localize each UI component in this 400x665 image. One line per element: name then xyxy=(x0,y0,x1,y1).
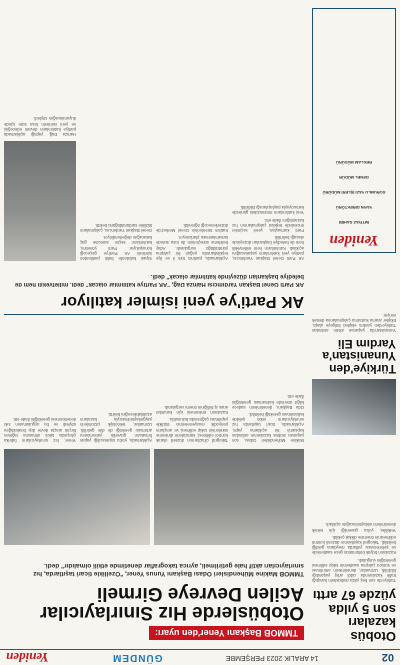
lead-body-col-3: Açıklamada, yolcu taşımacılığı yapan firmaların güvenlik yatırımlarını artırması gerektiği de dile getirildi. Uzmanlar, teknolojik çözümlerin yaygınlaştırılmasıyla kazaların azaltılabileceğini belirtti. xyxy=(80,411,152,443)
greece-body-text: Yunanistan'da yaşanan afetin ardından Türkiye'den yardım ekipleri bölgeye ulaştı. Ekipler arama kurtarma çalışmalarına destek veriyor. xyxy=(312,312,396,334)
page-number: 02 xyxy=(381,651,394,664)
imprint-lines xyxy=(317,160,391,225)
imprint-logo: Yeniden xyxy=(329,232,379,248)
lead-photo-engineer xyxy=(4,449,150,545)
akp-photo-speaker xyxy=(4,141,76,261)
section-name: GÜNDEM xyxy=(112,652,163,663)
lead-standfirst: TMMOB Makine Mühendisleri Odası Başkanı Yunus Yener, "Özellikle ticari taşıtlarda, hız sınırlayıcıları aktif hale getirilmeli, ayrıca takograflar denetimde etkili olmalıdır" dedi. xyxy=(33,562,304,577)
lead-headline: Otobüslerde Hız Sınırlayıcılar Acilen Devreye Girmeli xyxy=(40,583,304,623)
akp-headline: AK Parti'ye yeni isimler katılıyor xyxy=(60,293,304,310)
greece-photo xyxy=(312,379,396,435)
greece-article xyxy=(312,265,396,435)
sidebar-body-text: Türkiye'de son beş yılda otobüslerin karıştığı trafik kazalarında ciddi artış yaşandığı bildirildi. Uzmanlar, denetimlerin artırılması ve sürücü çalışma saatlerinin takip edilmesi gerektiğini vurguladı. Kazaların büyük bölümünün gece saatlerinde ve şehirlerarası yollarda meydana geldiği belirtildi. Takograf kayıtlarının düzenli kontrol edilmesinin önemine dikkat çekildi. Yetkililer, yolcu güvenliği için teknik denetimlerin sıklaştırılacağını açıkladı. xyxy=(312,522,396,584)
brand-logo: Yeniden xyxy=(6,650,49,665)
akp-body-col-1: AK Parti Genel Başkan Yardımcısı, partiye yeni katılımların yaşanacağını açıkladı. Katılımların hem milletvekili hem de belediye başkanları düzeyinde olacağı belirtildi. Parti kurmayları, yerel seçimler öncesinde teşkilat çalışmalarının hız kazandığını ifade etti. Yeni katılımların önümüzdeki günlerde kamuoyuyla paylaşılacağı bildirildi. xyxy=(232,205,304,261)
imprint-ads-label: REKLAM MÜDÜRÜ xyxy=(336,160,372,165)
lead-kicker: TMMOB Başkanı Yener'den uyarı: xyxy=(149,626,304,640)
section-divider xyxy=(4,314,304,315)
sidebar-headline: Otobüs kazaları son 5 yılda yüzde 67 arttı xyxy=(312,588,396,644)
imprint-director-label: YAYIN DİREKTÖRÜ xyxy=(335,205,373,210)
imprint-owner-label: İMTİYAZ SAHİBİ xyxy=(338,220,370,225)
lead-photo-bus-crash xyxy=(154,449,304,545)
imprint-box xyxy=(312,8,396,253)
lead-body-col-1: Makine Mühendisleri Odası, son yaşanan otobüs kazalarının ardından kapsamlı bir açıklama yaptı. Açıklamada, ticari taşıtlarda hız sınırlayıcıların etkin şekilde kullanılması gerektiği belirtildi. Oda Başkanı, denetimlerin sadece kâğıt üzerinde kalmaması gerektiğini ifade etti. xyxy=(232,394,304,443)
lead-article xyxy=(4,583,304,643)
greece-headline: Türkiye'den Yunanistan'a Yardım Eli xyxy=(322,336,396,376)
akp-standfirst: AK Parti Genel Başkan Yardımcısı Hamza Dağ, "AK Partiye katılımlar olacak" dedi. milletvekili hem de belediye başkanları düzeyinde katılımlar olacak" dedi. xyxy=(14,273,304,287)
imprint-manager-label: GENEL MÜDÜR xyxy=(339,175,369,180)
akp-body-col-3: Siyasi kulislerde farklı partilerden isimlerin AK Parti'ye geçeceği konuşuluyor. Parti yönetimi, katılımların seçim sürecine güç katacağını değerlendiriyor. Genel Başkan Yardımcısı, çalışmaların titizlikle sürdürüldüğünü belirtti. xyxy=(80,222,152,261)
sidebar-article-bus-accidents xyxy=(312,443,396,643)
lead-body-col-4: Yener, hız sınırlayıcıların fabrika çıkışında takılı olmasına rağmen birçok araçta devre dışı bırakıldığını söyledi ve bu uygulamanın sıkı denetlenmesi gerektiğini ifade etti. xyxy=(4,417,76,443)
akp-body-col-2: Açıklamada, partinin tüm il ve ilçe teşkilatlarında yoğun bir çalışma yürütüldüğü vurgulandı. Aday belirleme süreçlerinin de kısa sürede tamamlanması planlanıyor. Katılım törenlerinin Genel Merkez'de düzenleneceği öğrenildi. xyxy=(156,222,228,261)
akp-body-col-4: Hamza Dağ, yaptığı açıklamada partiye katılımların devam edeceğini ve yeni isimlerin kısa süre içinde duyurulacağını söyledi. xyxy=(4,116,76,137)
issue-date: 14 ARALIK 2023 PERŞEMBE xyxy=(225,654,319,661)
imprint-editor-label: SORUMLU YAZI İŞLERİ MÜDÜRÜ xyxy=(322,190,386,195)
page-masthead xyxy=(0,649,400,665)
lead-body-col-2: Takograf cihazlarının düzenli olarak kontrol edilmesi, sürücülerin dinlenme sürelerinin takip edilmesi ve araçların periyodik muayenelerinin titizlikle yapılması çağrısında bulunuldu. Kazaların önlenmesi için kurumlar arası iş birliğinin önemi vurgulandı. xyxy=(156,404,228,443)
